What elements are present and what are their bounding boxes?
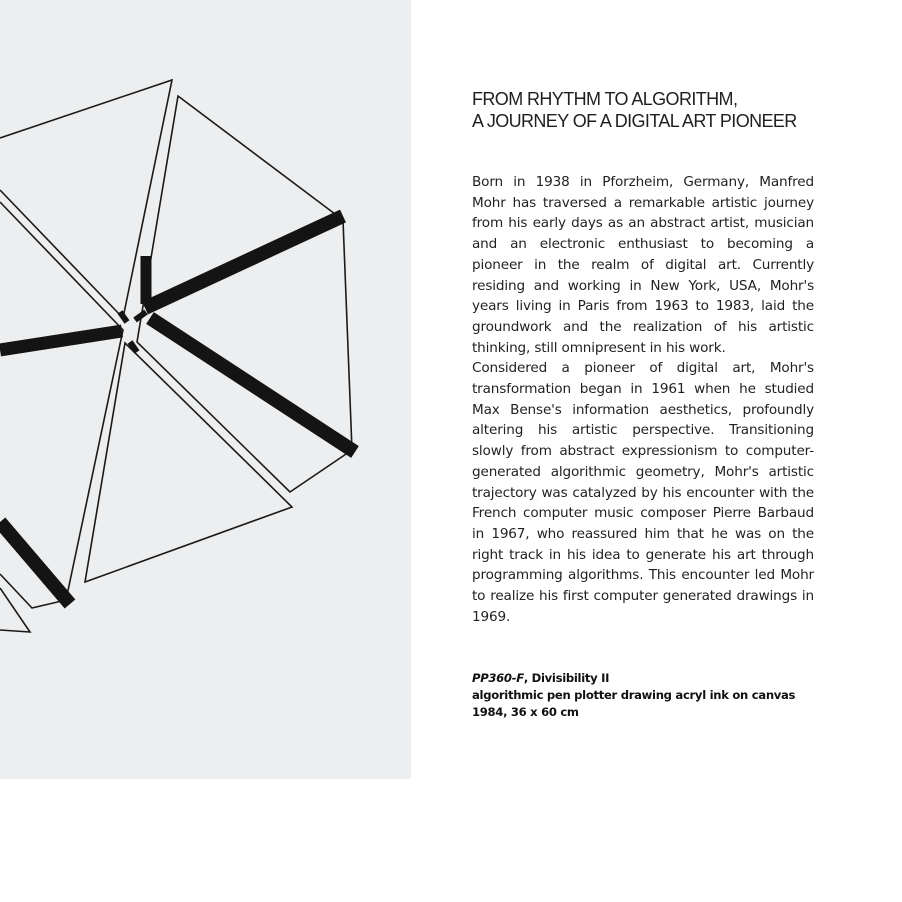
body-text xyxy=(472,172,814,627)
title-line-2: A JOURNEY OF A DIGITAL ART PIONEER xyxy=(472,111,797,131)
text-column xyxy=(472,88,814,721)
drawing-bar-lower-left xyxy=(0,522,70,604)
artwork-caption xyxy=(472,670,814,721)
title-line-1: FROM RHYTHM TO ALGORITHM, xyxy=(472,89,738,109)
drawing-joint-mark-3 xyxy=(135,312,146,320)
body-paragraph-2: Considered a pioneer of digital art, Mohr's transformation began in 1961 when he studied Max Bense's information aesthetics, profoundly altering his artistic perspective. Transitioning slowly from abstract expressionism to computer-generated algorithmic geometry, Mohr's artistic trajectory was catalyzed by his encounter with the French computer music composer Pierre Barbaud in 1967, who reassured him that he was on the right track in his idea to generate his art through programming algorithms. This encounter led Mohr to realize his first computer generated drawings in 1969. xyxy=(472,360,814,625)
caption-work-id: PP360-F xyxy=(472,671,524,686)
drawing-bar-left xyxy=(0,331,122,350)
plotter-drawing xyxy=(0,0,411,779)
artwork-image xyxy=(0,0,411,779)
drawing-triangle-bottom xyxy=(0,588,30,632)
drawing-bar-upper-right xyxy=(145,216,343,308)
caption-medium: algorithmic pen plotter drawing acryl ink on canvas xyxy=(472,688,796,703)
page-title xyxy=(472,88,814,132)
caption-work-title: , Divisibility II xyxy=(523,671,610,686)
body-paragraph-1: Born in 1938 in Pforzheim, Germany, Manfred Mohr has traversed a remarkable artistic journey from his early days as an abstract artist, musician and an electronic enthusiast to becoming a pioneer in the realm of digital art. Currently residing and working in New York, USA, Mohr's years living in Paris from 1963 to 1983, laid the groundwork and the realization of his artistic thinking, still omnipresent in his work. xyxy=(472,174,814,356)
drawing-joint-mark-2 xyxy=(130,342,137,352)
caption-details: 1984, 36 x 60 cm xyxy=(472,705,579,720)
drawing-joint-mark-1 xyxy=(120,312,127,322)
caption-title-line xyxy=(472,670,814,687)
